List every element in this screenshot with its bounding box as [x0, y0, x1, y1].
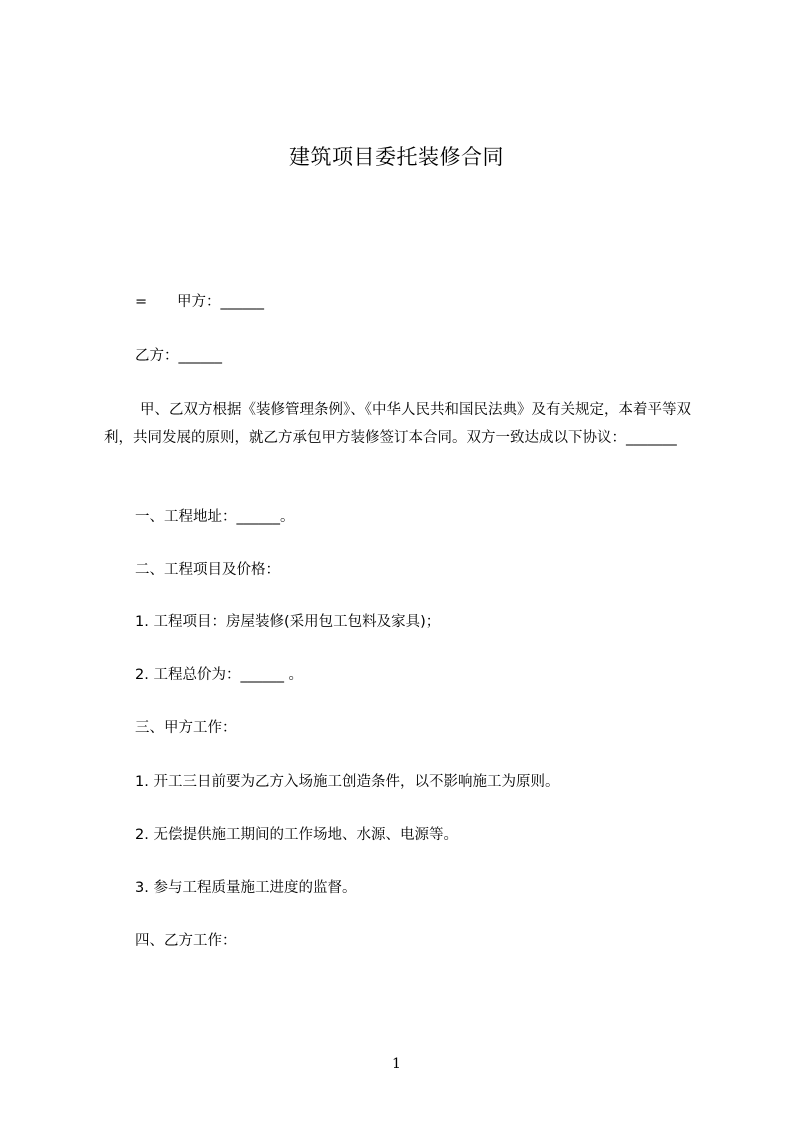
page-number: 1 — [392, 1056, 401, 1072]
item-2-1: 1. 工程项目：房屋装修(采用包工包料及家具)； — [135, 614, 441, 630]
party-a-line: 甲方：______ — [177, 294, 264, 310]
section-3-heading: 三、甲方工作： — [135, 720, 237, 736]
intro-text: 甲、乙双方根据《装修管理条例》、《中华人民共和国民法典》及有关规定，本着平等双利，共同发展的原则，就乙方承包甲方装修签订本合同。双方一致达成以下协议：_______ — [104, 402, 691, 446]
section-2-heading: 二、工程项目及价格： — [135, 562, 280, 578]
item-2-2: 2. 工程总价为：______ 。 — [135, 667, 304, 683]
item-3-2: 2. 无偿提供施工期间的工作场地、水源、电源等。 — [135, 827, 458, 843]
item-3-1: 1. 开工三日前要为乙方入场施工创造条件，以不影响施工为原则。 — [135, 774, 560, 790]
party-a-prefix: = — [135, 294, 148, 310]
section-4-heading: 四、乙方工作： — [135, 933, 237, 949]
item-3-3: 3. 参与工程质量施工进度的监督。 — [135, 880, 357, 896]
intro-paragraph — [104, 396, 704, 452]
document-title: 建筑项目委托装修合同 — [289, 145, 504, 169]
party-b-line: 乙方：______ — [135, 348, 222, 364]
section-1-address: 一、工程地址：______。 — [135, 509, 295, 525]
